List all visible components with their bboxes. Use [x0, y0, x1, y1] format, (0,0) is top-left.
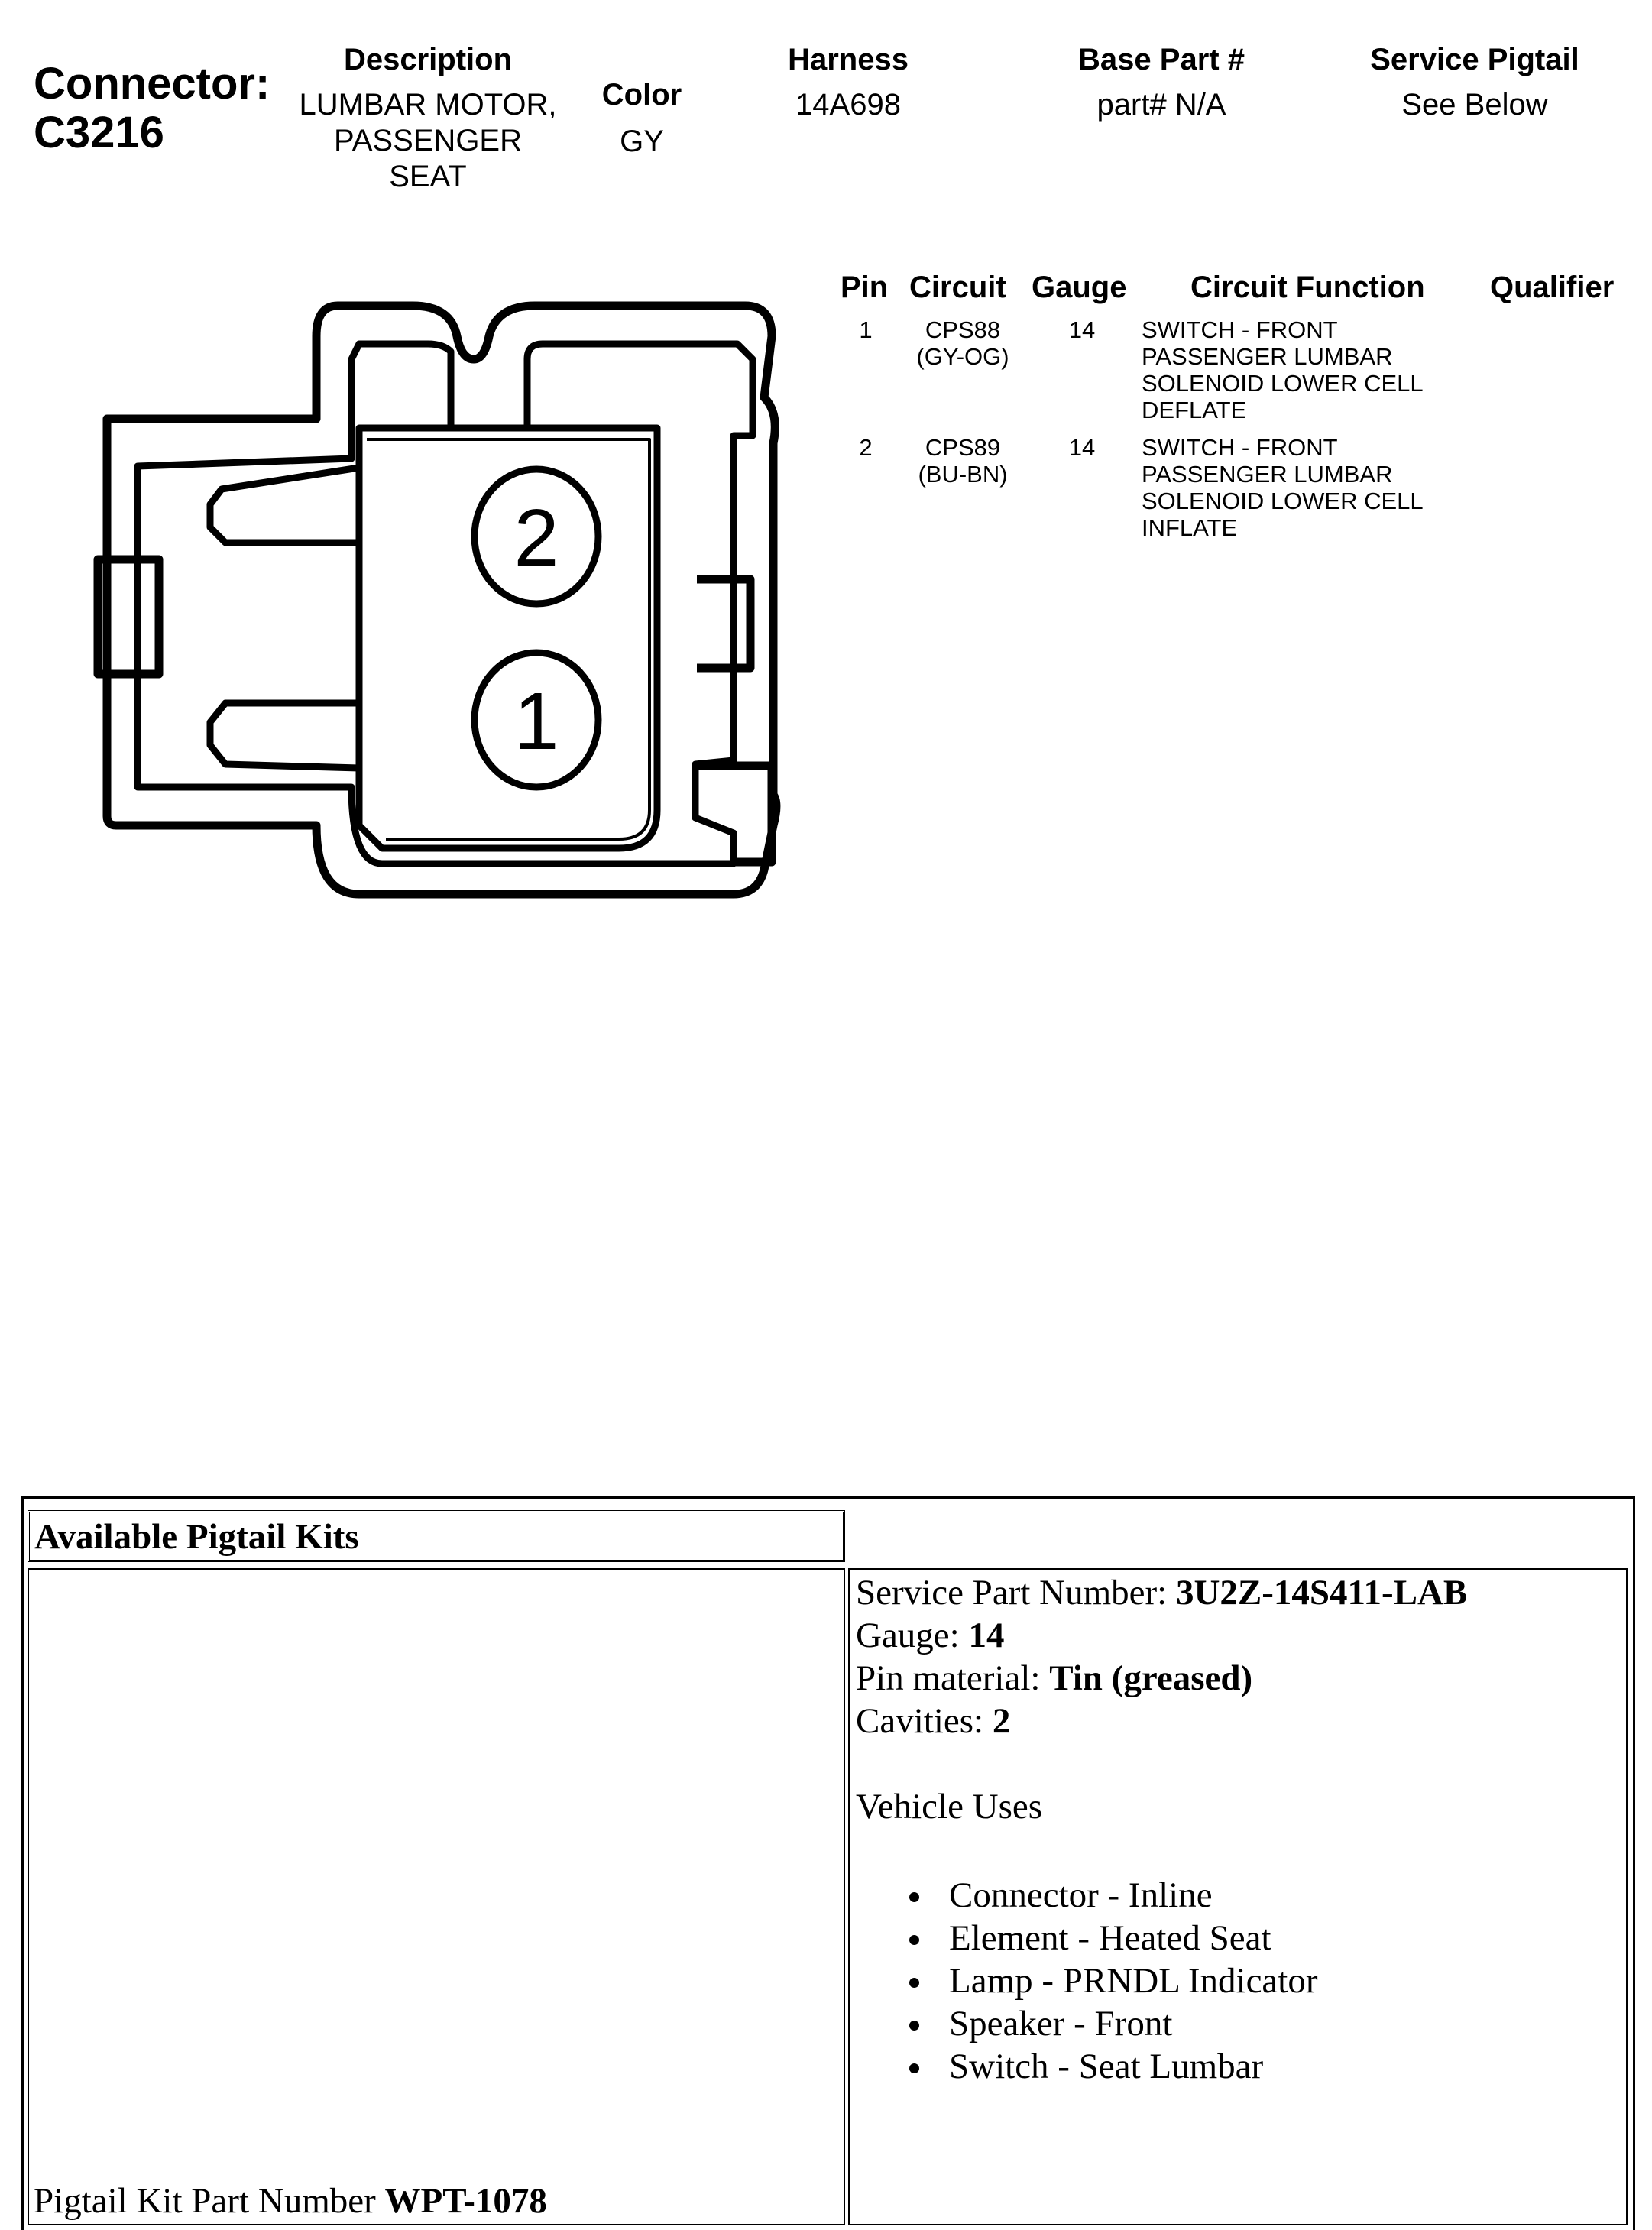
pigtail-kit-details	[856, 1571, 1467, 2088]
pin-2-label: 2	[513, 493, 559, 583]
pin-material-value: Tin (greased)	[1049, 1658, 1253, 1698]
pigtail-kit-cell	[28, 1568, 845, 2225]
harness-title: Harness	[788, 43, 909, 76]
pigtail-kit-part-value: WPT-1078	[384, 2181, 547, 2221]
connector-label: Connector:	[34, 59, 270, 109]
vehicle-uses-list	[902, 1874, 1467, 2088]
vehicle-use-item: Element - Heated Seat	[902, 1917, 1467, 1959]
circuit-id	[902, 316, 1024, 370]
function-line: PASSENGER LUMBAR	[1142, 343, 1393, 370]
function-line: SOLENOID LOWER CELL	[1142, 370, 1424, 397]
cavity-outline	[359, 428, 657, 848]
circuit-code: CPS89	[925, 434, 1001, 461]
function-header: Circuit Function	[1190, 271, 1425, 304]
circuit-header: Circuit	[909, 271, 1006, 304]
left-latch-upper	[210, 468, 359, 543]
function-line: DEFLATE	[1142, 397, 1247, 423]
service-part-number	[856, 1571, 1467, 1614]
cavities-line	[856, 1700, 1467, 1742]
qualifier-header: Qualifier	[1490, 271, 1615, 304]
gauge-label: Gauge:	[856, 1616, 969, 1655]
gauge-header: Gauge	[1032, 271, 1127, 304]
connector-id: C3216	[34, 108, 164, 157]
cavities-value: 2	[992, 1701, 1011, 1741]
function-line: PASSENGER LUMBAR	[1142, 461, 1393, 488]
circuit-function	[1142, 316, 1424, 423]
pigtail-kit-part-number	[34, 2180, 547, 2222]
service-pigtail-value: See Below	[1401, 88, 1548, 122]
description-title: Description	[343, 43, 513, 76]
vehicle-use-item: Switch - Seat Lumbar	[902, 2045, 1467, 2088]
housing-outer-outline	[107, 306, 776, 894]
function-line: SWITCH - FRONT	[1142, 316, 1338, 343]
harness-value: 14A698	[795, 88, 901, 122]
pin-material-label: Pin material:	[856, 1658, 1050, 1698]
pigtail-kit-details-cell	[848, 1568, 1628, 2225]
color-value: GY	[620, 125, 664, 158]
right-tab-upper	[697, 579, 750, 668]
service-pigtail-title: Service Pigtail	[1370, 43, 1579, 76]
function-line: SWITCH - FRONT	[1142, 434, 1338, 461]
service-part-value: 3U2Z-14S411-LAB	[1175, 1573, 1468, 1613]
pin-number: 2	[859, 434, 873, 461]
base-part-value: part# N/A	[1096, 88, 1226, 122]
circuit-id	[902, 434, 1024, 488]
gauge-value: 14	[968, 1616, 1005, 1655]
description-line: SEAT	[389, 160, 467, 193]
service-part-label: Service Part Number:	[856, 1573, 1176, 1613]
circuit-code: CPS88	[925, 316, 1001, 343]
pin-header: Pin	[841, 271, 889, 304]
pigtail-kits-title: Available Pigtail Kits	[34, 1517, 359, 1557]
function-line: SOLENOID LOWER CELL	[1142, 488, 1424, 514]
function-line: INFLATE	[1142, 514, 1238, 541]
color-title: Color	[601, 78, 682, 112]
pin-number: 1	[859, 316, 873, 343]
vehicle-use-item: Connector - Inline	[902, 1874, 1467, 1917]
gauge-line	[856, 1614, 1467, 1657]
wire-color: (BU-BN)	[918, 461, 1008, 488]
description-line: PASSENGER	[334, 124, 522, 157]
base-part-title: Base Part #	[1078, 43, 1245, 76]
cavities-label: Cavities:	[856, 1701, 993, 1741]
gauge-value: 14	[1068, 434, 1096, 461]
wire-color: (GY-OG)	[916, 343, 1009, 370]
vehicle-uses-title: Vehicle Uses	[856, 1787, 1043, 1826]
pin-1-label: 1	[513, 676, 559, 767]
gauge-value: 14	[1068, 316, 1096, 343]
circuit-function	[1142, 434, 1424, 541]
description-line: LUMBAR MOTOR,	[299, 88, 557, 122]
vehicle-use-item: Lamp - PRNDL Indicator	[902, 1959, 1467, 2002]
pin-material-line	[856, 1657, 1467, 1700]
pigtail-kit-part-label: Pigtail Kit Part Number	[34, 2181, 385, 2221]
pigtail-kits-title-cell	[28, 1510, 845, 1562]
left-latch-lower	[210, 703, 359, 768]
vehicle-use-item: Speaker - Front	[902, 2002, 1467, 2045]
connector-face-diagram	[0, 0, 825, 917]
